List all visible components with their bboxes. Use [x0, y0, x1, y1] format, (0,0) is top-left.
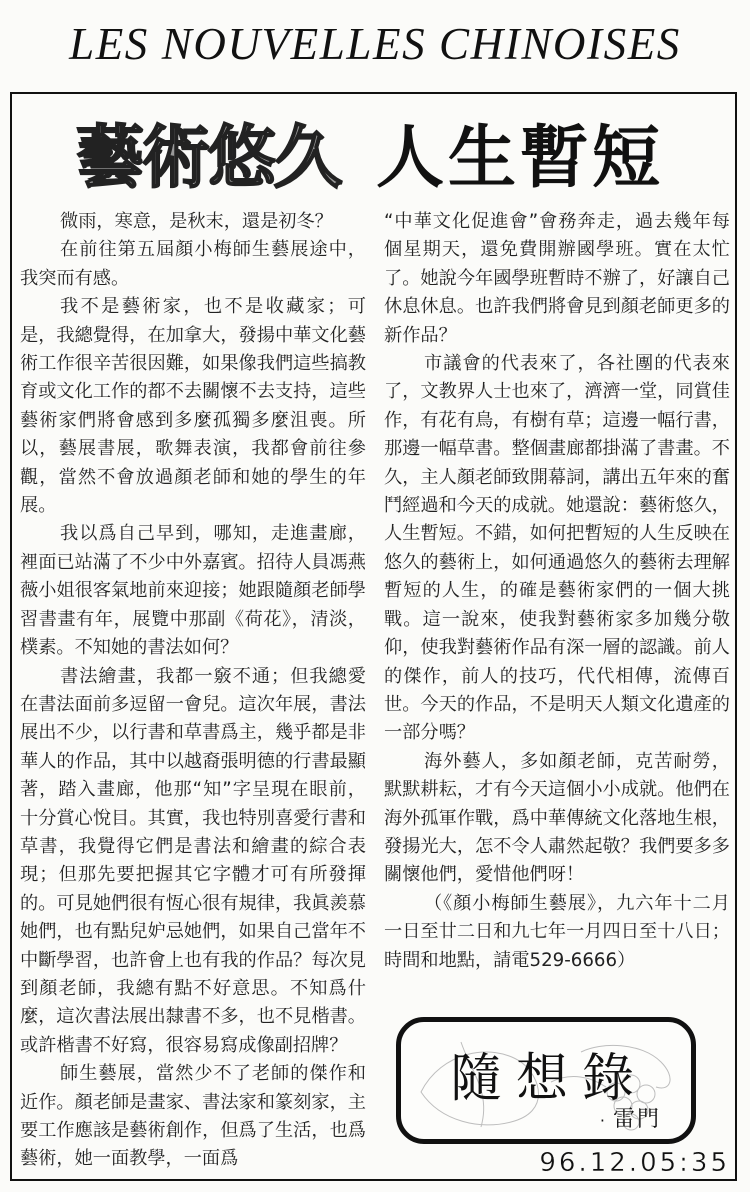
print-timestamp: 96.12.05:35: [539, 1148, 730, 1178]
paragraph: 市議會的代表來了，各社團的代表來了，文教界人士也來了，濟濟一堂，同賞佳作，有花有鳥，有樹有草；這邊一幅行書，那邊一幅草書。整個畫廊都掛滿了書畫。不久，主人顏老師致開幕詞，講出五年來的奮鬥經過和今天的成就。她還說：藝術悠久，人生暫短。不錯，如何把暫短的人生反映在悠久的藝術上，如何通過悠久的藝術去理解暫短的人生，的確是藝術家們的一個大挑戰。這一說來，使我對藝術家多加幾分敬仰，使我對藝術作品有深一層的認識。前人的傑作，前人的技巧，代代相傳，流傳百世。今天的作品，不是明天人類文化遺產的一部分嗎？: [384, 353, 730, 744]
paragraph: 書法繪畫，我都一竅不通；但我總愛在書法面前多逗留一會兒。這次年展，書法展出不少，以行書和草書爲主，幾乎都是非華人的作品，其中以越裔張明德的行書最顯著，踏入畫廊，他那“知”字呈現在眼前，十分賞心悅目。其實，我也特別喜愛行書和草書，我覺得它們是書法和繪畫的綜合表現；但那先要把握其它字體才可有所發揮的。可見她們很有恆心很有規律，我眞羨慕她們，也有點兒妒忌她們，如果自己當年不中斷學習，也許會上也有我的作品？每次見到顏老師，我總有點不好意思。不知爲什麼，這次書法展出隸書不多，也不見楷書。或許楷書不好寫，很容易寫成像副招牌？: [20, 665, 366, 1056]
exhibition-note: （《顏小梅師生藝展》，九六年十二月一日至廿二日和九七年一月四日至十八日；時間和地點，請電529-6666）: [384, 892, 730, 971]
headline-part-1: 藝術悠久: [75, 119, 340, 198]
paragraph: 我以爲自己早到，哪知，走進畫廊，裡面已站滿了不少中外嘉賓。招待人員馮燕薇小姐很客氣地前來迎接；她跟隨顏老師學習書畫有年，展覽中那副《荷花》，清淡，樸素。不知她的書法如何？: [20, 523, 366, 659]
article-column-right: [384, 208, 730, 975]
article-column-left: [20, 208, 366, 1174]
paragraph: 我不是藝術家，也不是收藏家；可是，我總覺得，在加拿大，發揚中華文化藝術工作很辛苦很因難，如果像我們這些搞教育或文化工作的都不去關懷不去支持，這些藝術家們將會感到多麼孤獨多麼沮喪。所以，藝展書展，歌舞表演，我都會前往參觀，當然不會放過顏老師和她的學生的年展。: [20, 296, 366, 517]
column-title: 隨想錄: [449, 1049, 648, 1109]
paragraph: 微雨，寒意，是秋末，還是初冬？: [60, 211, 333, 232]
author-dot: ·: [599, 1111, 607, 1130]
column-author: [600, 1102, 661, 1133]
paragraph: 師生藝展，當然少不了老師的傑作和近作。顏老師是畫家、書法家和篆刻家，主要工作應該是藝術創作，但爲了生活，也爲藝術，她一面教學，一面爲: [20, 1063, 366, 1170]
headline: [70, 105, 670, 200]
paragraph: 海外藝人，多如顏老師，克苦耐勞，默默耕耘，才有今天這個小小成就。他們在海外孤軍作戰，爲中華傳統文化落地生根，發揚光大，怎不令人肅然起敬？我們要多多關懷他們，愛惜他們呀！: [384, 750, 730, 886]
column-logo-box: [396, 1017, 696, 1144]
author-name: 雷門: [612, 1107, 661, 1132]
masthead: LES NOUVELLES CHINOISES: [69, 19, 681, 69]
headline-part-2: 人生暫短: [376, 119, 665, 198]
paragraph: “中華文化促進會”會務奔走，過去幾年每個星期天，還免費開辦國學班。實在太忙了。她說今年國學班暫時不辦了，好讓自己休息休息。也許我們將會見到顏老師更多的新作品？: [384, 211, 730, 346]
paragraph: 在前往第五屆顏小梅師生藝展途中，我突而有感。: [20, 239, 366, 289]
